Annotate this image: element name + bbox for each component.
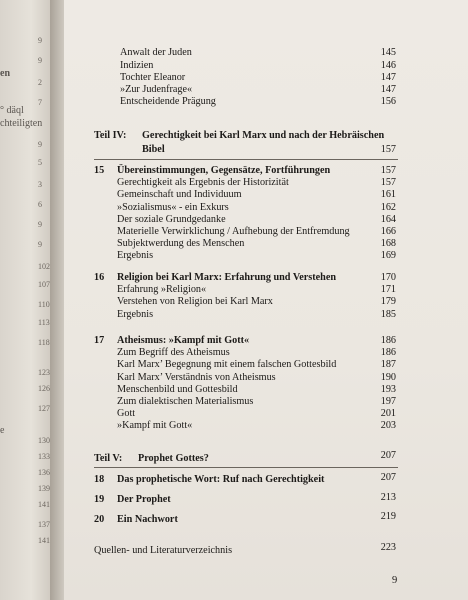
chapter-title: Übereinstimmungen, Gegensätze, Fortführungen [117,165,331,176]
margin-number: 110 [38,300,50,309]
toc-entry: »Sozialismus« - ein Exkurs [117,202,229,213]
part-title: Prophet Gottes? [138,453,209,464]
toc-entry: Gemeinschaft und Individuum [117,189,242,200]
toc-entry: Ergebnis [117,309,154,320]
toc-entry: Gerechtigkeit als Ergebnis der Historizität [117,177,289,188]
toc-page-number: 193 [380,384,396,395]
margin-fragment: e [0,425,5,436]
toc-page-number: 190 [380,372,396,383]
toc-page-number: 179 [380,296,396,307]
toc-entry: Zum dialektischen Materialismus [117,396,254,407]
margin-number: 118 [38,338,50,347]
toc-entry: »Kampf mit Gott« [117,420,193,431]
toc-page-number: 207 [380,472,396,483]
toc-entry: Karl Marx’ Verständnis von Atheismus [117,372,276,383]
margin-number: 133 [38,452,50,461]
margin-number: 7 [38,98,42,107]
margin-number: 136 [38,468,50,477]
toc-page-number: 156 [380,96,396,107]
margin-number: 123 [38,368,50,377]
part-label: Teil V: [94,453,123,464]
toc-entry: Der soziale Grundgedanke [117,214,226,225]
toc-page-number: 197 [380,396,396,407]
margin-number: 9 [38,240,42,249]
toc-entry: Ergebnis [117,250,154,261]
toc-page-number: 157 [380,165,396,176]
margin-number: 3 [38,180,42,189]
margin-number: 126 [38,384,50,393]
part-title: Gerechtigkeit bei Karl Marx und nach der Hebräischen [142,130,385,141]
toc-page-number: 146 [380,60,396,71]
toc-page-number: 219 [380,511,396,522]
chapter-number: 15 [94,165,105,176]
margin-number: 139 [38,484,50,493]
toc-page-number: 223 [380,542,396,553]
page-folio: 9 [392,575,398,586]
margin-number: 113 [38,318,50,327]
toc-page-number: 161 [380,189,396,200]
margin-number: 6 [38,200,42,209]
toc-entry: Subjektwerdung des Menschen [117,238,245,249]
toc-entry: Menschenbild und Gottesbild [117,384,238,395]
margin-number: 102 [38,262,50,271]
toc-entry: Materielle Verwirklichung / Aufhebung der Entfremdung [117,226,350,237]
margin-number: 130 [38,436,50,445]
part-label: Teil IV: [94,130,127,141]
toc-entry: Gott [117,408,136,419]
margin-number: 127 [38,404,50,413]
toc-page-number: 162 [380,202,396,213]
chapter-number: 18 [94,474,105,485]
margin-fragment: en [0,68,10,79]
chapter-number: 16 [94,272,105,283]
part-title: Bibel [142,144,165,155]
chapter-title: Ein Nachwort [117,514,178,525]
toc-page-number: 147 [380,84,396,95]
toc-entry: Erfahrung »Religion« [117,284,207,295]
toc-page-number: 169 [380,250,396,261]
toc-page-number: 170 [380,272,396,283]
divider-rule [94,467,398,468]
toc-page-number: 171 [380,284,396,295]
toc-page-number: 207 [380,450,396,461]
chapter-title: Der Prophet [117,494,171,505]
chapter-title: Das prophetische Wort: Ruf nach Gerechtigkeit [117,474,325,485]
margin-fragment: ° däql [0,105,24,116]
margin-fragment: chteiligten [0,118,43,129]
chapter-number: 17 [94,335,105,346]
toc-entry: Quellen- und Literaturverzeichnis [94,545,233,556]
toc-entry: Indizien [120,60,154,71]
margin-number: 5 [38,158,42,167]
margin-number: 137 [38,520,50,529]
margin-number: 9 [38,140,42,149]
chapter-title: Atheismus: »Kampf mit Gott« [117,335,250,346]
left-facing-page [0,0,52,600]
margin-number: 9 [38,36,42,45]
toc-page-number: 186 [380,347,396,358]
chapter-title: Religion bei Karl Marx: Erfahrung und Verstehen [117,272,337,283]
toc-page-number: 147 [380,72,396,83]
toc-entry: Anwalt der Juden [120,47,192,58]
toc-page-number: 185 [380,309,396,320]
toc-entry: Zum Begriff des Atheismus [117,347,230,358]
margin-number: 9 [38,220,42,229]
toc-page [64,0,468,600]
toc-page-number: 164 [380,214,396,225]
margin-number: 2 [38,78,42,87]
toc-page-number: 157 [380,144,396,155]
chapter-number: 20 [94,514,105,525]
toc-page-number: 157 [380,177,396,188]
toc-entry: Karl Marx’ Begegnung mit einem falschen Gottesbild [117,359,337,370]
chapter-number: 19 [94,494,105,505]
margin-number: 141 [38,500,50,509]
toc-page-number: 166 [380,226,396,237]
toc-page-number: 145 [380,47,396,58]
toc-page-number: 201 [380,408,396,419]
toc-entry: Tochter Eleanor [120,72,186,83]
toc-page-number: 187 [380,359,396,370]
margin-number: 9 [38,56,42,65]
divider-rule [94,159,398,160]
toc-entry: Entscheidende Prägung [120,96,216,107]
toc-page-number: 213 [380,492,396,503]
toc-entry: »Zur Judenfrage« [120,84,193,95]
toc-page-number: 168 [380,238,396,249]
toc-page-number: 203 [380,420,396,431]
margin-number: 141 [38,536,50,545]
margin-number: 107 [38,280,50,289]
toc-entry: Verstehen von Religion bei Karl Marx [117,296,273,307]
toc-page-number: 186 [380,335,396,346]
